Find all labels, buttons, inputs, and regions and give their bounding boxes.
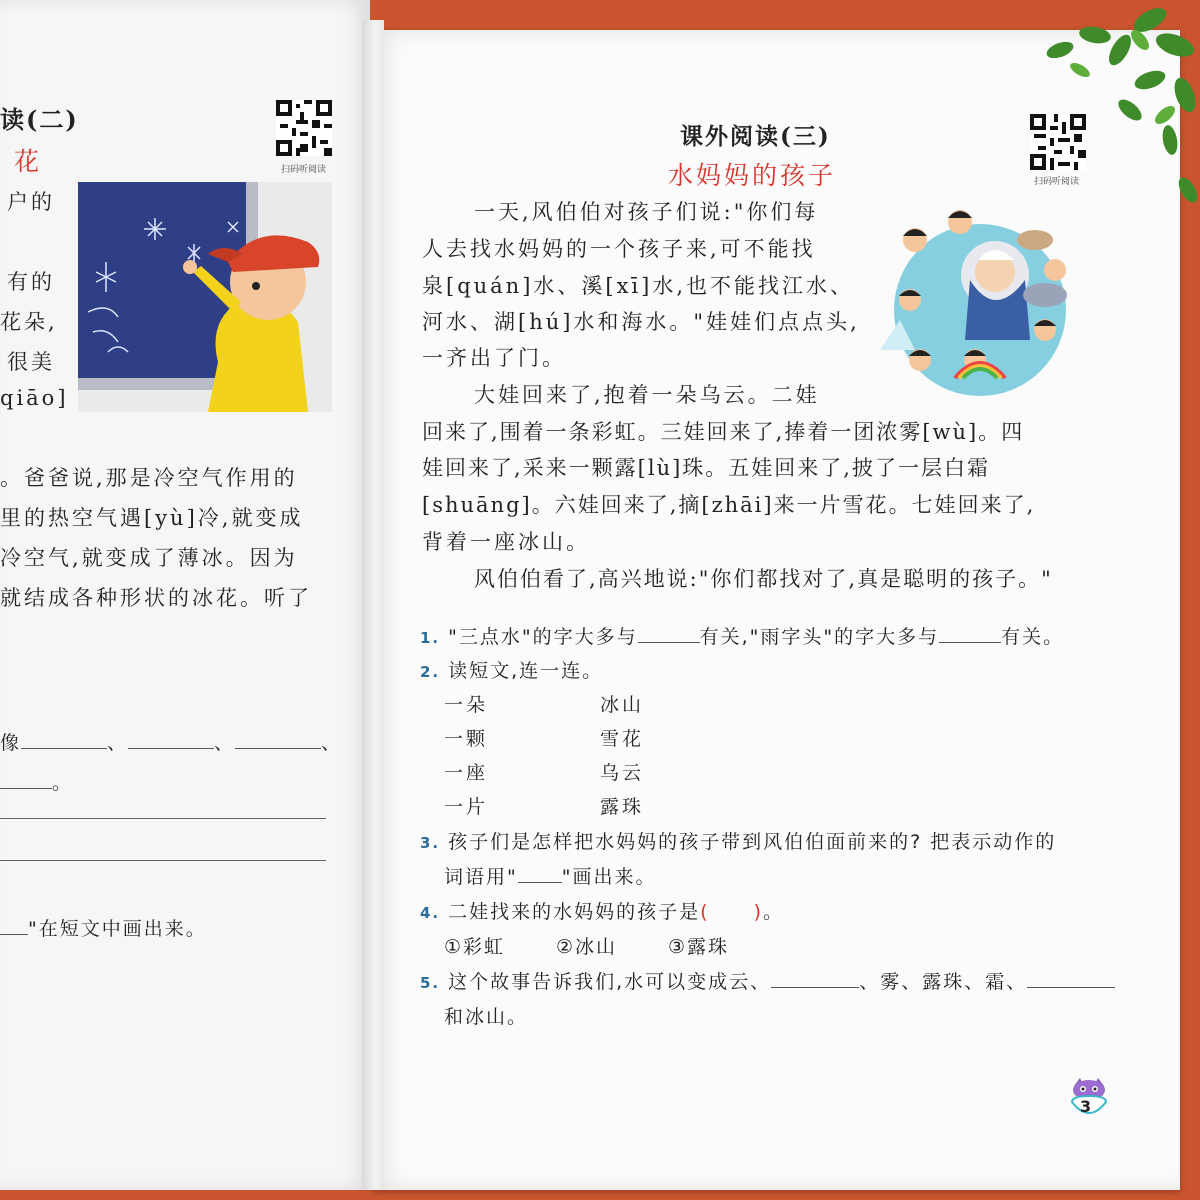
left-text-fragment: 有的 <box>7 270 55 294</box>
question-number: 2. <box>420 663 441 681</box>
answer-line[interactable] <box>0 818 326 819</box>
left-text-fragment: 花朵, <box>0 310 58 334</box>
story-line: 泉[quán]水、溪[xī]水,也不能找江水、 <box>422 274 855 298</box>
question-3 <box>420 827 1056 854</box>
answer-blank[interactable] <box>939 624 1001 643</box>
page-number: 3 <box>1080 1097 1092 1116</box>
q1-text-a: "三点水"的字大多与 <box>448 626 638 648</box>
q4-option[interactable]: ③露珠 <box>668 936 730 958</box>
q5-text-a: 这个故事告诉我们,水可以变成云、 <box>448 971 772 993</box>
story-line: 娃回来了,采来一颗露[lù]珠。五娃回来了,披了一层白霜 <box>422 456 990 480</box>
story-line: 大娃回来了,抱着一朵乌云。二娃 <box>474 383 820 407</box>
q4-text: 二娃找来的水妈妈的孩子是 <box>448 901 701 923</box>
left-title: 读(二) <box>0 105 79 134</box>
story-line: 风伯伯看了,高兴地说:"你们都找对了,真是聪明的孩子。" <box>474 567 1053 591</box>
answer-blank[interactable] <box>771 969 859 988</box>
q4-option[interactable]: ②冰山 <box>556 936 618 958</box>
separator: 、 <box>107 732 129 754</box>
story-line: 一齐出了门。 <box>422 346 566 370</box>
match-left-item[interactable]: 一朵 <box>444 694 489 716</box>
question-2 <box>420 656 603 683</box>
answer-paren-open: ( <box>700 901 710 923</box>
match-right-item[interactable]: 乌云 <box>600 762 645 784</box>
q1-text-c: 有关。 <box>1001 626 1065 648</box>
qr-code-right[interactable] <box>1030 114 1086 170</box>
match-left-item[interactable]: 一颗 <box>444 728 489 750</box>
q3-text-a: 孩子们是怎样把水妈妈的孩子带到风伯伯面前来的? 把表示动作的 <box>448 831 1057 853</box>
right-subtitle: 水妈妈的孩子 <box>668 161 837 190</box>
answer-line[interactable] <box>0 860 326 861</box>
answer-blank[interactable] <box>0 770 52 789</box>
left-question-1-cont <box>0 768 73 795</box>
match-left-item[interactable]: 一座 <box>444 762 489 784</box>
right-title: 课外阅读(三) <box>680 123 831 150</box>
q5-text-b: 、雾、露珠、霜、 <box>859 971 1028 993</box>
qr-code-left[interactable] <box>276 100 332 156</box>
left-body-line: 就结成各种形状的冰花。听了 <box>0 586 312 610</box>
question-number: 5. <box>420 974 441 992</box>
left-text-fragment: 户的 <box>7 190 55 214</box>
qr-label-left: 扫码听阅读 <box>281 165 327 175</box>
book-spine <box>362 20 384 1190</box>
question-number: 3. <box>420 834 441 852</box>
q3-text-b1: 词语用" <box>444 866 518 888</box>
story-line: 回来了,围着一条彩虹。三娃回来了,捧着一团浓雾[wù]。四 <box>422 420 1025 444</box>
story-line: 一天,风伯伯对孩子们说:"你们每 <box>474 200 819 224</box>
left-text-fragment: qiāo] <box>0 386 69 410</box>
separator: 、 <box>214 732 236 754</box>
left-question-1 <box>0 728 342 755</box>
answer-blank[interactable] <box>235 730 321 749</box>
match-right-item[interactable]: 冰山 <box>600 694 645 716</box>
q3-text-b2: "画出来。 <box>561 866 657 888</box>
match-left-item[interactable]: 一片 <box>444 796 489 818</box>
q4-end: 。 <box>763 901 785 923</box>
left-q3-text: "在短文中画出来。 <box>28 918 207 940</box>
match-right-item[interactable]: 雪花 <box>600 728 645 750</box>
end-mark: 。 <box>52 772 74 794</box>
question-number: 1. <box>420 629 441 647</box>
question-3-cont <box>444 862 657 889</box>
story-line: 河水、湖[hú]水和海水。"娃娃们点点头, <box>422 310 860 334</box>
q5-text-c: 和冰山。 <box>444 1006 529 1028</box>
question-5 <box>420 967 1115 994</box>
q1-text-b: 有关,"雨字头"的字大多与 <box>699 626 940 648</box>
left-text-fragment: 很美 <box>7 350 55 374</box>
answer-blank[interactable] <box>128 730 214 749</box>
answer-blank[interactable] <box>1027 969 1115 988</box>
qr-label-right: 扫码听阅读 <box>1034 177 1080 187</box>
left-subtitle: 花 <box>14 147 43 176</box>
water-children-illustration <box>870 200 1092 396</box>
question-1 <box>420 622 1064 649</box>
left-q1-prefix: 像 <box>0 732 22 754</box>
story-line: 背着一座冰山。 <box>422 530 590 554</box>
q4-option[interactable]: ①彩虹 <box>444 936 506 958</box>
separator: 、 <box>321 732 343 754</box>
story-line: [shuāng]。六娃回来了,摘[zhāi]来一片雪花。七娃回来了, <box>422 493 1036 517</box>
match-right-item[interactable]: 露珠 <box>600 796 645 818</box>
story-line: 人去找水妈妈的一个孩子来,可不能找 <box>422 237 816 261</box>
question-number: 4. <box>420 904 441 922</box>
answer-blank[interactable] <box>638 624 700 643</box>
left-body-line: 里的热空气遇[yù]冷,就变成 <box>0 506 304 530</box>
question-4 <box>420 897 784 924</box>
q2-text: 读短文,连一连。 <box>448 660 604 682</box>
left-body-line: 。爸爸说,那是冷空气作用的 <box>0 466 298 490</box>
boy-window-illustration <box>78 182 332 412</box>
answer-blank[interactable] <box>518 864 562 883</box>
answer-paren-close: ) <box>753 901 763 923</box>
left-body-line: 冷空气,就变成了薄冰。因为 <box>0 546 298 570</box>
answer-blank[interactable] <box>21 730 107 749</box>
answer-blank[interactable] <box>0 916 28 935</box>
left-question-3 <box>0 914 207 941</box>
